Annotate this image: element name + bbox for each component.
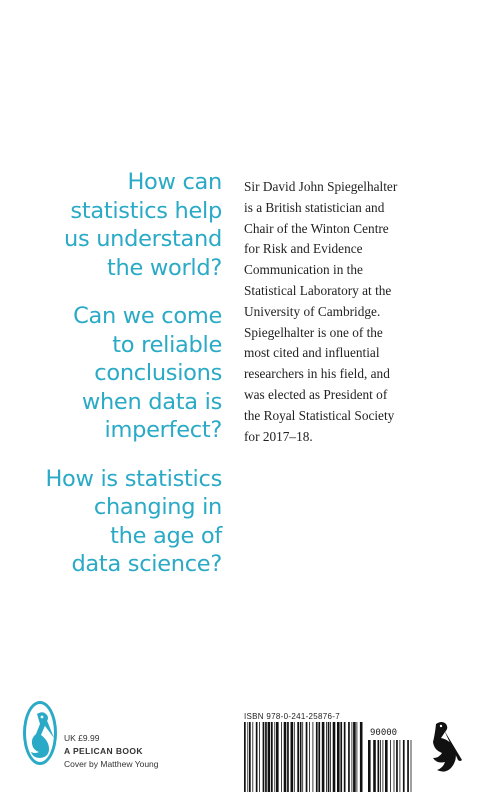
isbn-number: ISBN 978-0-241-25876-7 [244, 712, 340, 721]
question-1: How can statistics help us understand the world? [63, 169, 222, 281]
question-3: How is statistics changing in the age of data science? [45, 465, 222, 577]
imprint-name: A PELICAN BOOK [64, 746, 143, 756]
cover-questions [0, 168, 222, 599]
price: UK £9.99 [64, 733, 100, 743]
barcode-price-code: 90000 [370, 728, 398, 738]
price-block [64, 732, 159, 771]
bird-mark-icon [422, 716, 466, 782]
question-2: Can we come to reliable conclusions when data is imperfect? [73, 303, 222, 443]
cover-credit: Cover by Matthew Young [64, 759, 159, 769]
author-bio: Sir David John Spiegelhalter is a British statistician and Chair of the Winton Centre for Risk and Evidence Communication in the Statistical Laboratory at the University of Cambridge. Spiegelhalter is one of the most cited and influential researchers in his field, and was elected as President of the Royal Statistical Society for 2017–18. [244, 179, 398, 444]
pelican-logo-icon [22, 700, 58, 766]
